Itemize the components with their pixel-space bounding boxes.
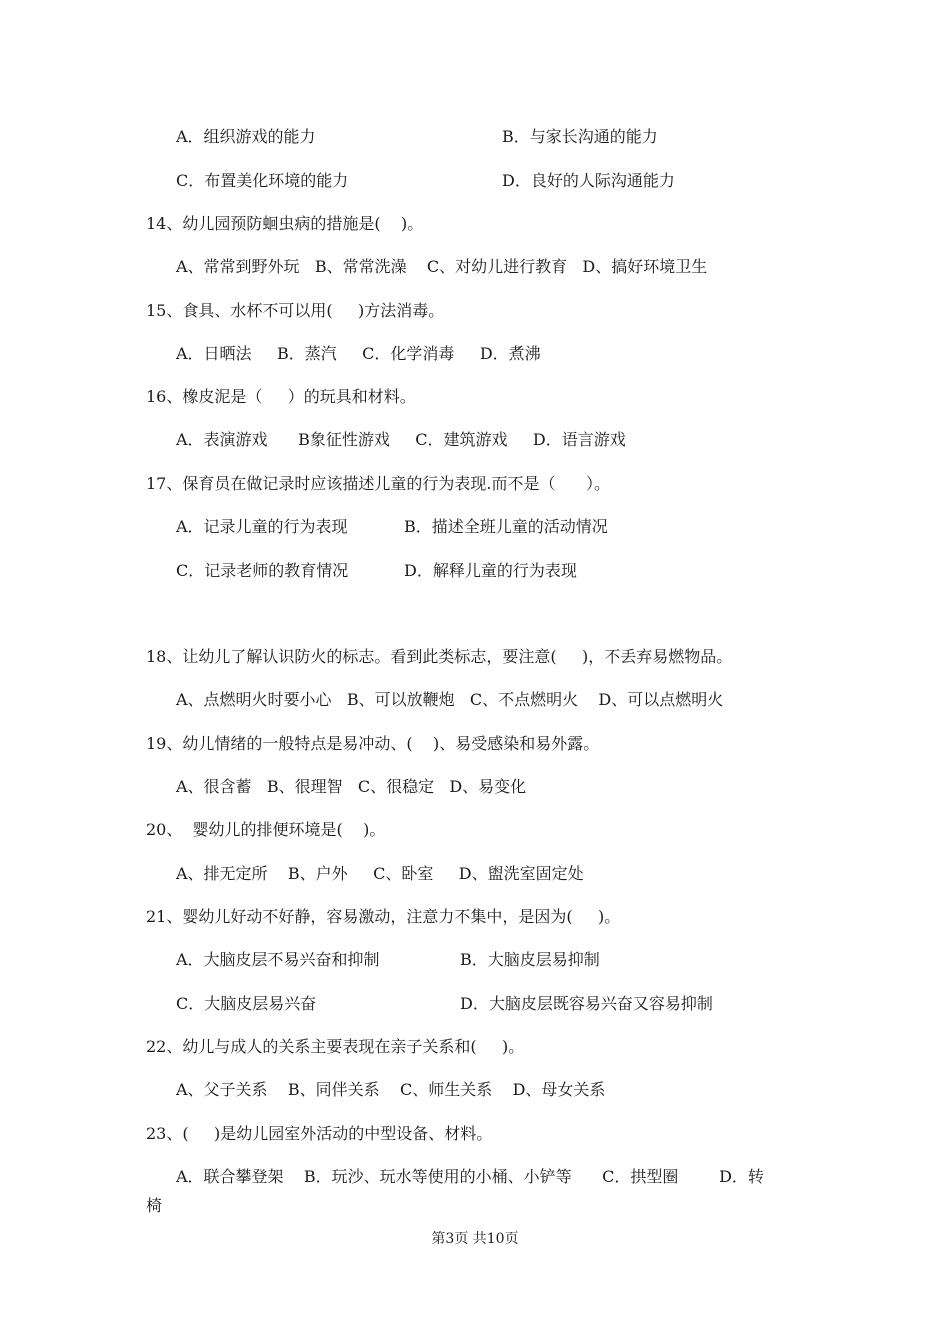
q20-stem: 20、 婴幼儿的排便环境是( )。 bbox=[146, 820, 386, 839]
q22-options: A、父子关系 B、同伴关系 C、师生关系 D、母女关系 bbox=[176, 1080, 606, 1099]
q19-stem: 19、幼儿情绪的一般特点是易冲动、( )、易受感染和易外露。 bbox=[146, 734, 600, 753]
q21-option-a: A．大脑皮层不易兴奋和抑制 bbox=[176, 950, 380, 969]
q21-option-b: B．大脑皮层易抑制 bbox=[460, 950, 600, 969]
q15-stem: 15、食具、水杯不可以用( )方法消毒。 bbox=[146, 301, 445, 320]
q23-options-line1: A．联合攀登架 B．玩沙、玩水等使用的小桶、小铲等 C．拱型圈 D．转 bbox=[176, 1167, 764, 1186]
q13-option-b: B．与家长沟通的能力 bbox=[502, 127, 658, 146]
q17-option-a: A．记录儿童的行为表现 bbox=[176, 517, 348, 536]
q13-option-a: A．组织游戏的能力 bbox=[176, 127, 316, 146]
q16-options: A．表演游戏 B象征性游戏 C．建筑游戏 D．语言游戏 bbox=[176, 430, 626, 449]
q16-stem: 16、橡皮泥是（ ）的玩具和材料。 bbox=[146, 387, 416, 406]
q23-stem: 23、( )是幼儿园室外活动的中型设备、材料。 bbox=[146, 1124, 493, 1143]
q14-options: A、常常到野外玩 B、常常洗澡 C、对幼儿进行教育 D、搞好环境卫生 bbox=[176, 257, 708, 276]
q17-option-b: B．描述全班儿童的活动情况 bbox=[404, 517, 608, 536]
q15-options: A．日晒法 B．蒸汽 C．化学消毒 D．煮沸 bbox=[176, 344, 541, 363]
q17-stem: 17、保育员在做记录时应该描述儿童的行为表现.而不是（ ）。 bbox=[146, 474, 610, 493]
q23-options-line2: 椅 bbox=[146, 1196, 163, 1215]
q13-option-c: C．布置美化环境的能力 bbox=[176, 171, 349, 190]
q22-stem: 22、幼儿与成人的关系主要表现在亲子关系和( )。 bbox=[146, 1037, 525, 1056]
q13-option-d: D．良好的人际沟通能力 bbox=[502, 171, 675, 190]
q19-options: A、很含蓄 B、很理智 C、很稳定 D、易变化 bbox=[176, 777, 527, 796]
q21-option-d: D．大脑皮层既容易兴奋又容易抑制 bbox=[460, 994, 713, 1013]
q20-options: A、排无定所 B、户外 C、卧室 D、盥洗室固定处 bbox=[176, 864, 584, 883]
q18-stem: 18、让幼儿了解认识防火的标志。看到此类标志，要注意( )，不丢弃易燃物品。 bbox=[146, 647, 733, 666]
q17-option-d: D．解释儿童的行为表现 bbox=[404, 561, 577, 580]
q14-stem: 14、幼儿园预防蛔虫病的措施是( )。 bbox=[146, 214, 424, 233]
q21-option-c: C．大脑皮层易兴奋 bbox=[176, 994, 317, 1013]
q18-options: A、点燃明火时要小心 B、可以放鞭炮 C、不点燃明火 D、可以点燃明火 bbox=[176, 690, 724, 709]
q21-stem: 21、婴幼儿好动不好静，容易激动，注意力不集中，是因为( )。 bbox=[146, 907, 621, 926]
q17-option-c: C．记录老师的教育情况 bbox=[176, 561, 349, 580]
page-footer: 第3页 共10页 bbox=[431, 1231, 519, 1247]
